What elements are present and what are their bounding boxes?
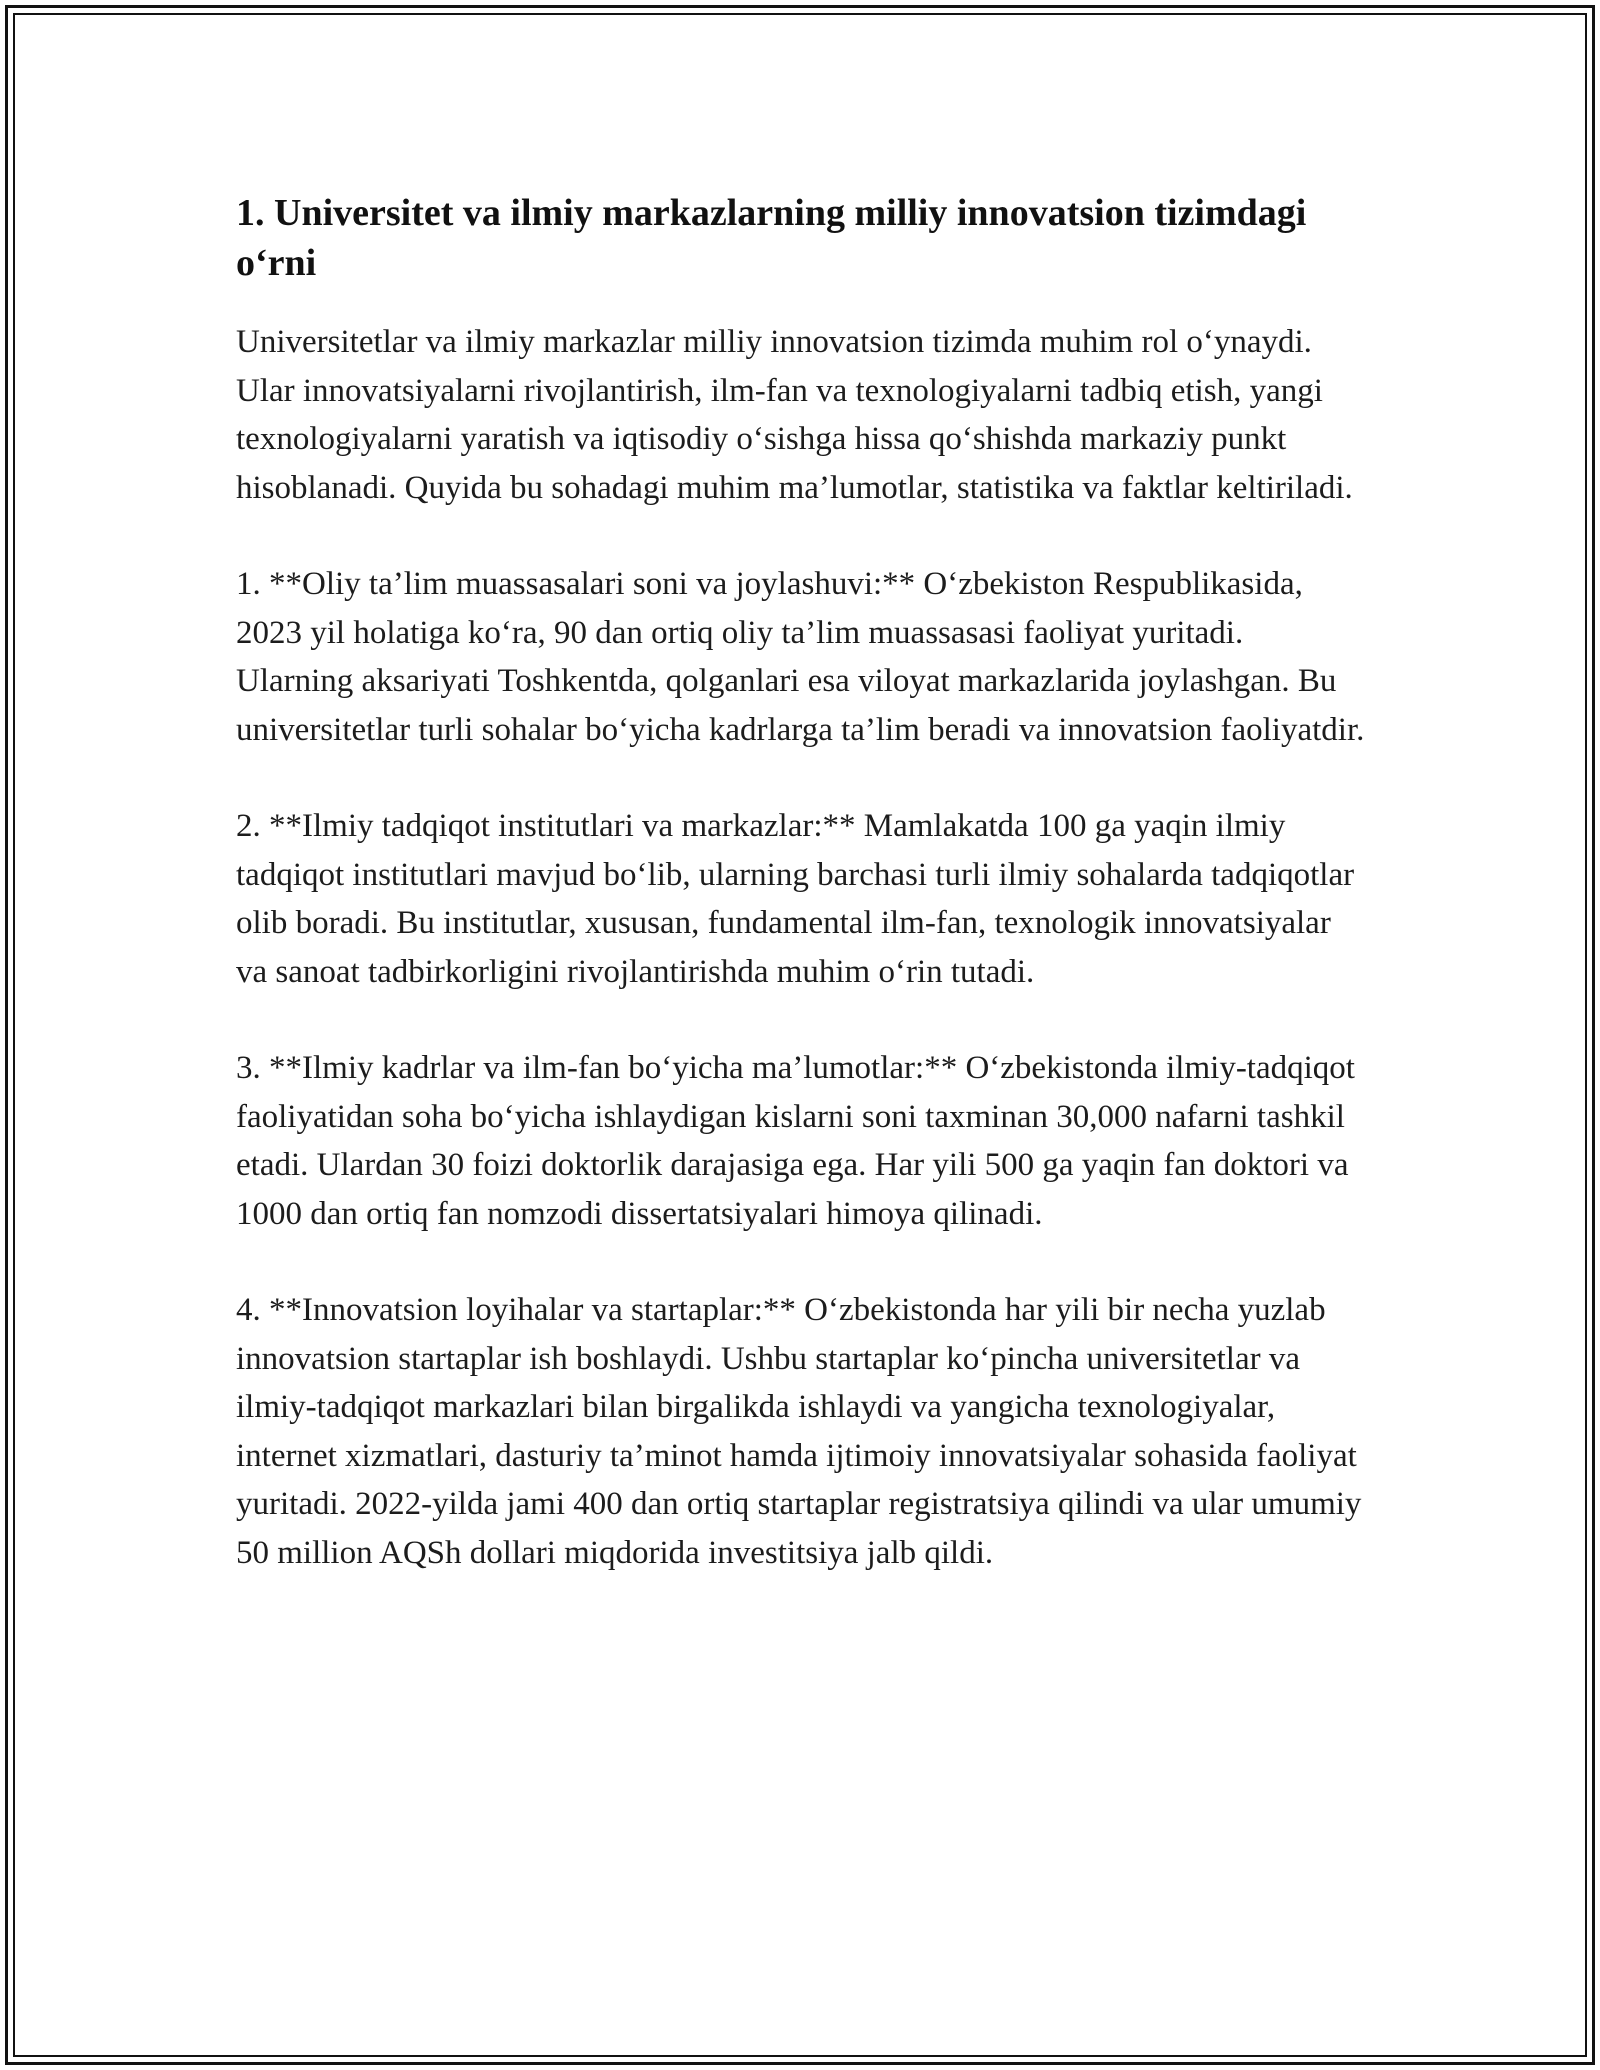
list-item-1: 1. **Oliy ta’lim muassasalari soni va joylashuvi:** O‘zbekiston Respublikasida, 2023 yil holatiga ko‘ra, 90 dan ortiq oliy ta’lim muassasasi faoliyat yuritadi. Ularning aksariyati Toshkentda, qolganlari esa viloyat markazlarida joylashgan. Bu universitetlar turli sohalar bo‘yicha kadrlarga ta’lim beradi va innovatsion faoliyatdir. xyxy=(236,566,1365,748)
document-body xyxy=(236,188,1366,1625)
list-item-2: 2. **Ilmiy tadqiqot institutlari va markazlar:** Mamlakatda 100 ga yaqin ilmiy tadqiqot institutlari mavjud bo‘lib, ularning barchasi turli ilmiy sohalarda tadqiqotlar olib boradi. Bu institutlar, xususan, fundamental ilm-fan, texnologik innovatsiyalar va sanoat tadbirkorligini rivojlantirishda muhim o‘rin tutadi. xyxy=(236,808,1355,990)
section-heading: 1. Universitet va ilmiy markazlarning milliy innovatsion tizimdagi o‘rni xyxy=(236,192,1307,284)
list-item-3: 3. **Ilmiy kadrlar va ilm-fan bo‘yicha ma’lumotlar:** O‘zbekistonda ilmiy-tadqiqot faoliyatidan soha bo‘yicha ishlaydigan kislarni soni taxminan 30,000 nafarni tashkil etadi. Ulardan 30 foizi doktorlik darajasiga ega. Har yili 500 ga yaqin fan doktori va 1000 dan ortiq fan nomzodi dissertatsiyalari himoya qilinadi. xyxy=(236,1050,1355,1232)
intro-paragraph: Universitetlar va ilmiy markazlar milliy innovatsion tizimda muhim rol o‘ynaydi. Ular innovatsiyalarni rivojlantirish, ilm-fan va texnologiyalarni tadbiq etish, yangi texnologiyalarni yaratish va iqtisodiy o‘sishga hissa qo‘shishda markaziy punkt hisoblanadi. Quyida bu sohadagi muhim ma’lumotlar, statistika va faktlar keltiriladi. xyxy=(236,324,1353,506)
list-item-4: 4. **Innovatsion loyihalar va startaplar:** O‘zbekistonda har yili bir necha yuzlab innovatsion startaplar ish boshlaydi. Ushbu startaplar ko‘pincha universitetlar va ilmiy-tadqiqot markazlari bilan birgalikda ishlaydi va yangicha texnologiyalar, internet xizmatlari, dasturiy ta’minot hamda ijtimoiy innovatsiyalar sohasida faoliyat yuritadi. 2022-yilda jami 400 dan ortiq startaplar registratsiya qilindi va ular umumiy 50 million AQSh dollari miqdorida investitsiya jalb qildi. xyxy=(236,1292,1362,1571)
